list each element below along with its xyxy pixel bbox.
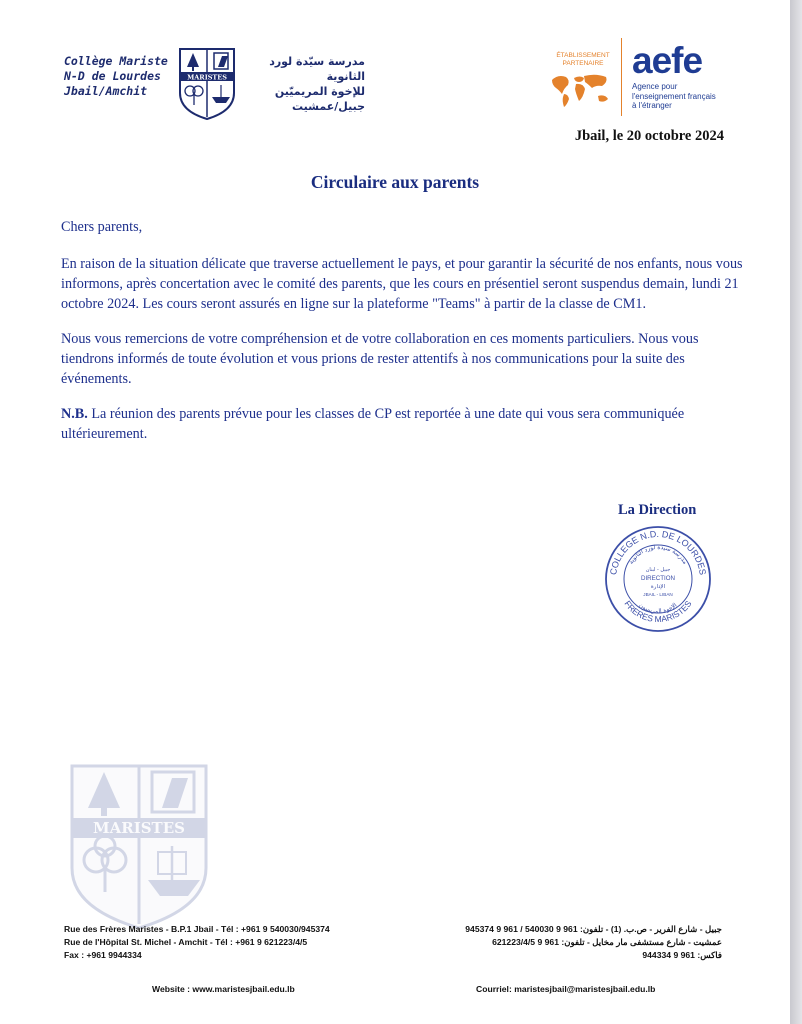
aefe-divider	[621, 38, 622, 116]
crest-text: MARISTES	[187, 73, 227, 82]
aefe-tagline-line: Agence pour	[632, 82, 678, 91]
aefe-wordmark: aefe	[632, 40, 703, 81]
letter-title: Circulaire aux parents	[310, 172, 480, 192]
nb-text: La réunion des parents prévue pour les classes de CP est reportée à une date qui vous sera communiquée ultérieurement.	[61, 406, 685, 442]
aefe-tagline-line: à l'étranger	[632, 101, 672, 110]
footer-line: Fax : +961 9944334	[64, 950, 142, 960]
stamp-center-text: DIRECTION	[640, 575, 676, 582]
crest-watermark	[68, 762, 210, 930]
stamp-bottom-arabic: الإخوة المريميون	[637, 601, 679, 616]
school-name-line: Jbail/Amchit	[64, 84, 148, 98]
aefe-partner-line: ÉTABLISSEMENT	[556, 52, 610, 59]
school-name-ar-line: جبيل/عمشيت	[292, 100, 365, 113]
school-name-ar-line: للإخوة المريميّين	[274, 85, 365, 98]
signature: La Direction	[618, 502, 697, 518]
paragraph-suspension: En raison de la situation délicate que traverse actuellement le pays, et pour garantir la sécurité de nos enfants, nous vous informons, après concertation avec le comité des parents, que les cours en présentiel seront suspendus demain, lundi 21 octobre 2024. Les cours seront assurés en ligne sur la plateforme "Teams" à partir de la classe de CM1.	[61, 256, 743, 312]
paragraph-thanks: Nous vous remercions de votre compréhension et de votre collaboration en ces moments particuliers. Nous vous tiendrons informés de toute évolution et vous prions de rester attentifs à nos communications pour la suite des événements.	[61, 331, 699, 387]
footer-address-arabic	[416, 923, 722, 962]
footer-ar-line: فاكس: 961 9 944334	[642, 950, 722, 960]
maristes-crest-logo	[178, 47, 236, 120]
aefe-partner-label	[553, 52, 613, 68]
official-stamp	[602, 524, 714, 634]
letter-body	[61, 217, 746, 459]
paragraph-nb	[61, 404, 746, 444]
stamp-top-arabic: مدرسة سيدة لورد الثانوية	[627, 543, 689, 566]
school-name-french	[64, 54, 168, 99]
aefe-partner-line: PARTENAIRE	[562, 60, 604, 67]
footer-line: Rue de l'Hôpital St. Michel - Amchit - Tél : +961 9 621223/4/5	[64, 937, 308, 947]
footer-ar-line: جبيل - شارع الفرير - ص.ب. (1) - تلفون: 961 9 540030 / 961 9 945374	[465, 924, 722, 934]
letter-date: Jbail, le 20 octobre 2024	[574, 128, 724, 144]
world-map-icon	[550, 72, 612, 108]
aefe-tagline	[632, 82, 716, 111]
stamp-center-arabic: الإدارة	[650, 584, 666, 590]
watermark-crest-text: MARISTES	[93, 819, 185, 837]
school-name-line: Collège Mariste	[64, 54, 168, 68]
page-edge-shadow	[790, 0, 802, 1024]
school-name-line: N-D de Lourdes	[64, 69, 161, 83]
greeting: Chers parents,	[61, 219, 143, 235]
footer-line: Rue des Frères Maristes - B.P.1 Jbail - Tél : +961 9 540030/945374	[64, 924, 330, 934]
stamp-top-text: COLLEGE N.D. DE LOURDES	[608, 528, 708, 576]
footer-website: Website : www.maristesjbail.edu.lb	[152, 984, 295, 994]
stamp-place: JBAIL - LIBAN	[643, 592, 673, 597]
footer-ar-line: عمشيت - شارع مستشفى مار مخايل - تلفون: 961 9 621223/4/5	[492, 937, 722, 947]
aefe-tagline-line: l'enseignement français	[632, 91, 716, 101]
footer-address-french	[64, 923, 330, 962]
footer-email: Courriel: maristesjbail@maristesjbail.edu.lb	[476, 984, 656, 994]
aefe-logo-block	[548, 38, 738, 120]
school-name-arabic	[243, 54, 365, 114]
stamp-bottom-text: FRERES MARISTES	[622, 598, 694, 625]
nb-label: N.B.	[61, 406, 88, 422]
stamp-city-arabic: جبيل - لبنان	[645, 567, 671, 573]
school-name-ar-line: مدرسة سيّدة لورد الثانوية	[269, 55, 365, 83]
